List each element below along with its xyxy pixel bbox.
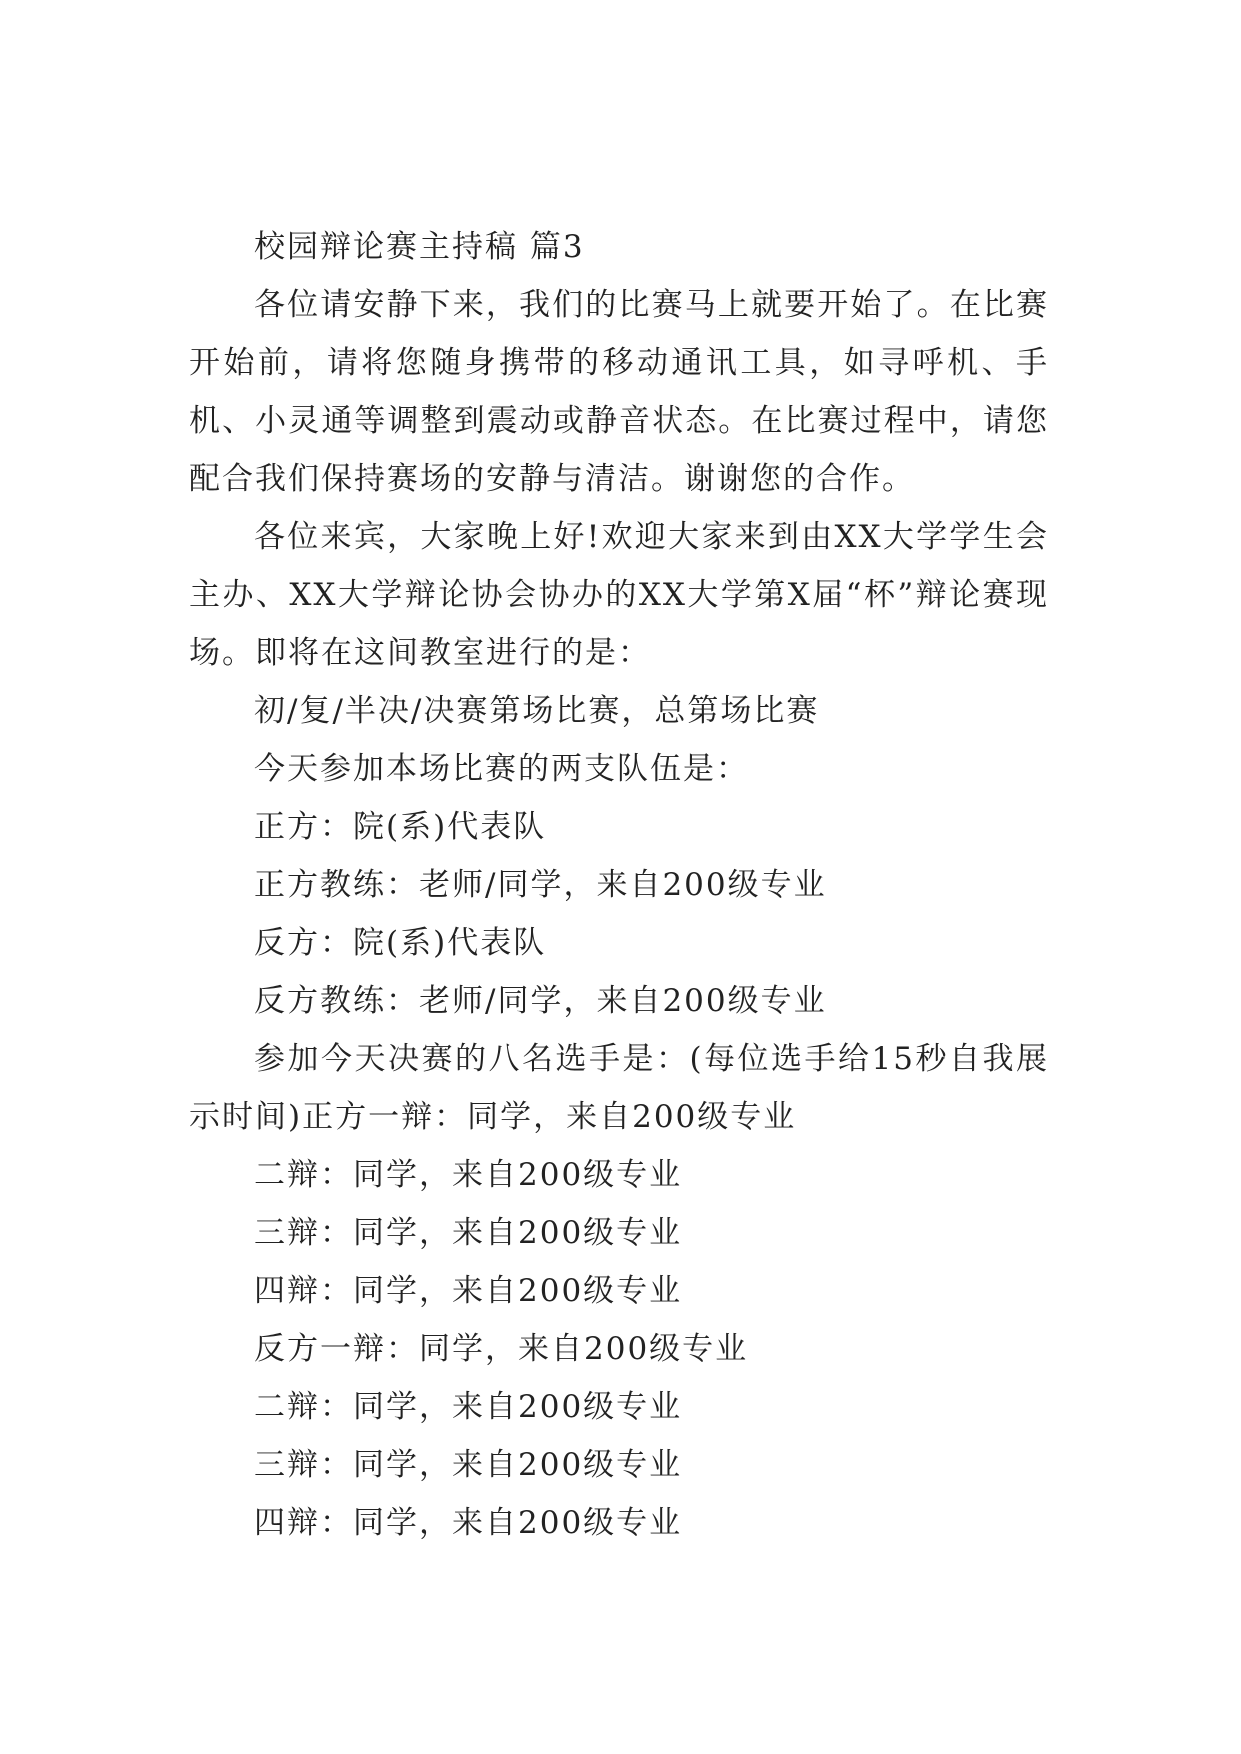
paragraph-welcome: 各位来宾，大家晚上好!欢迎大家来到由XX大学学生会主办、XX大学辩论协会协办的XX大学第X届“杯”辩论赛现场。即将在这间教室进行的是： [189,519,1049,671]
line-match-round: 初/复/半决/决赛第场比赛，总第场比赛 [254,693,820,729]
line-negative-second: 二辩：同学，来自200级专业 [254,1389,683,1425]
line-negative-team: 反方：院(系)代表队 [254,925,547,961]
line-teams-intro: 今天参加本场比赛的两支队伍是： [254,751,749,787]
document-title: 校园辩论赛主持稿 篇3 [254,229,585,265]
paragraph-players: 参加今天决赛的八名选手是：(每位选手给15秒自我展示时间)正方一辩：同学，来自200级专业 [189,1041,1049,1135]
paragraph-notice: 各位请安静下来，我们的比赛马上就要开始了。在比赛开始前，请将您随身携带的移动通讯工具，如寻呼机、手机、小灵通等调整到震动或静音状态。在比赛过程中，请您配合我们保持赛场的安静与清洁。谢谢您的合作。 [189,287,1049,497]
line-negative-third: 三辩：同学，来自200级专业 [254,1447,683,1483]
line-affirmative-team: 正方：院(系)代表队 [254,809,547,845]
line-negative-coach: 反方教练：老师/同学，来自200级专业 [254,983,827,1019]
line-affirmative-second: 二辩：同学，来自200级专业 [254,1157,683,1193]
document-body [189,218,1049,1552]
line-affirmative-fourth: 四辩：同学，来自200级专业 [254,1273,683,1309]
line-negative-first: 反方一辩：同学，来自200级专业 [254,1331,749,1367]
line-negative-fourth: 四辩：同学，来自200级专业 [254,1505,683,1541]
line-affirmative-third: 三辩：同学，来自200级专业 [254,1215,683,1251]
line-affirmative-coach: 正方教练：老师/同学，来自200级专业 [254,867,827,903]
